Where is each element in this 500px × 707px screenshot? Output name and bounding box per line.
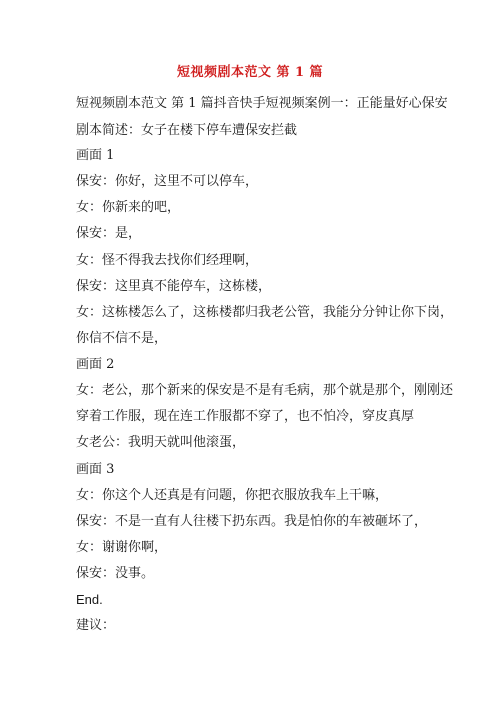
scene-heading-2: 画面 2 xyxy=(76,357,115,372)
dialogue-line: 保安：没事。 xyxy=(76,566,155,581)
dialogue-line: 女：这栋楼怎么了，这栋楼都归我老公管，我能分分钟让你下岗， xyxy=(76,305,454,320)
dialogue-line: 女：你这个人还真是有问题，你把衣服放我车上干嘛， xyxy=(76,488,389,503)
suggestion-heading: 建议： xyxy=(76,618,116,633)
dialogue-line: 保安：不是一直有人往楼下扔东西。我是怕你的车被砸坏了， xyxy=(76,514,428,529)
scene-heading-1: 画面 1 xyxy=(76,148,115,163)
dialogue-line: 保安：是， xyxy=(76,226,142,241)
text-line-intro: 短视频剧本范文 第 1 篇抖音快手短视频案例一：正能量好心保安 xyxy=(76,96,448,111)
dialogue-line: 女：你新来的吧， xyxy=(76,200,181,215)
dialogue-line: 穿着工作服，现在连工作服都不穿了，也不怕冷，穿皮真厚 xyxy=(76,409,415,424)
text-line-synopsis: 剧本简述：女子在楼下停车遭保安拦截 xyxy=(76,123,298,138)
dialogue-line: 保安：你好，这里不可以停车， xyxy=(76,174,259,189)
dialogue-line: 你信不信不是， xyxy=(76,331,168,346)
dialogue-line: 女老公：我明天就叫他滚蛋， xyxy=(76,435,246,450)
dialogue-line: 女：怪不得我去找你们经理啊， xyxy=(76,253,259,268)
dialogue-line: 女：老公，那个新来的保安是不是有毛病，那个就是那个，刚刚还 xyxy=(76,383,454,398)
end-marker: End. xyxy=(76,592,103,607)
dialogue-line: 女：谢谢你啊， xyxy=(76,540,168,555)
document-title: 短视频剧本范文 第 1 篇 xyxy=(176,65,324,80)
scene-heading-3: 画面 3 xyxy=(76,462,115,477)
dialogue-line: 保安：这里真不能停车，这栋楼， xyxy=(76,279,272,294)
